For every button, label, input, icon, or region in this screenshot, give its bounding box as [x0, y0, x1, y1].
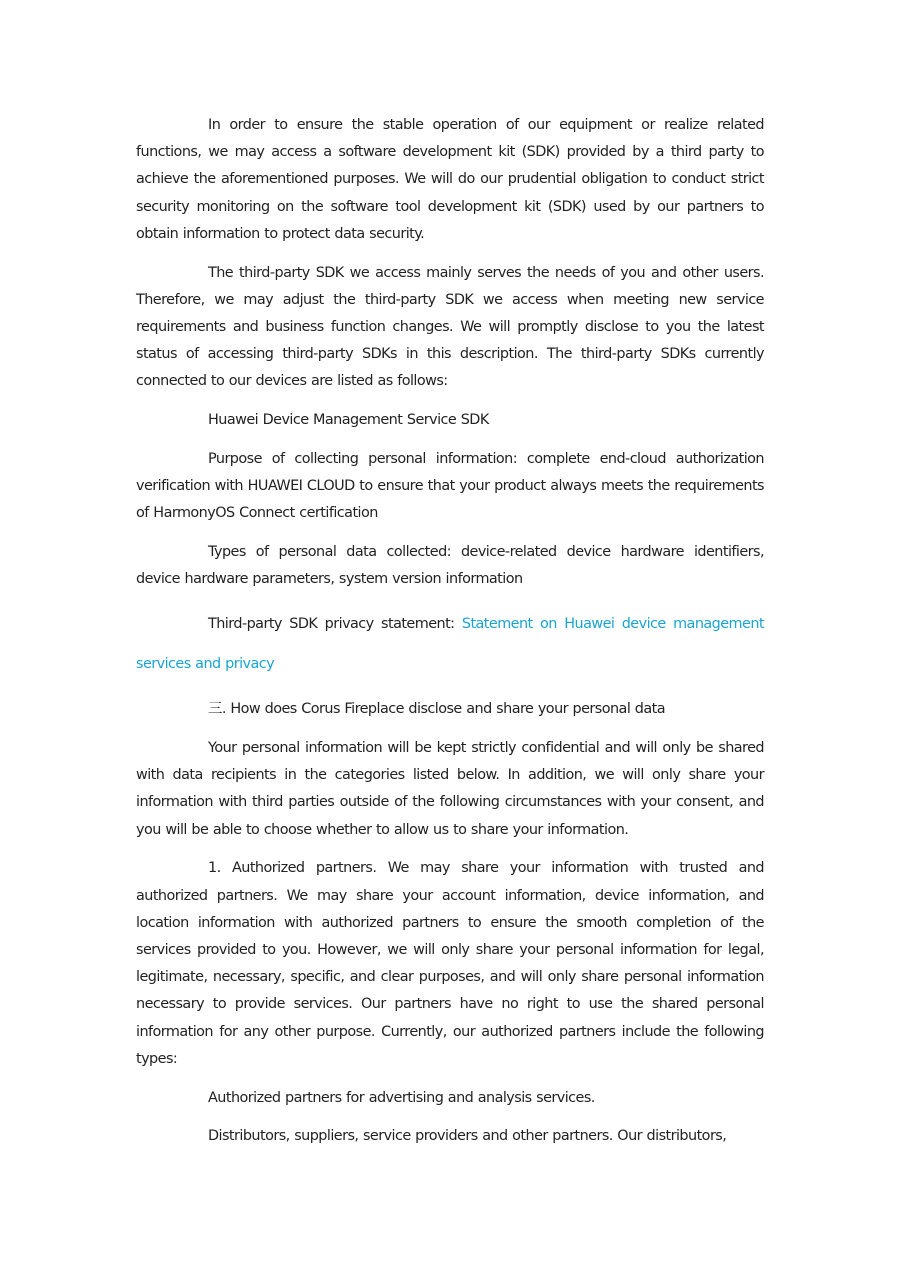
paragraph-data-types: Types of personal data collected: device-related device hardware identifiers, device hardware parameters, system version information [136, 544, 764, 588]
paragraph-purpose: Purpose of collecting personal information: complete end-cloud authorization verification with HUAWEI CLOUD to ensure that your product always meets the requirements of HarmonyOS Connect certification [136, 451, 764, 522]
paragraph-advertising-partners: Authorized partners for advertising and analysis services. [208, 1089, 595, 1106]
section-heading: 三. How does Corus Fireplace disclose and share your personal data [208, 701, 666, 718]
paragraph-privacy-statement [136, 605, 764, 684]
sdk-name: Huawei Device Management Service SDK [208, 412, 489, 429]
paragraph-confidentiality: Your personal information will be kept strictly confidential and will only be shared with data recipients in the categories listed below. In addition, we will only share your information with third parties outside of the following circumstances with your consent, and you will be able to choose whether to allow us to share your information. [136, 740, 764, 838]
paragraph-sdk-needs: The third-party SDK we access mainly serves the needs of you and other users. Therefore, we may adjust the third-party SDK we access when meeting new service requirements and business function changes. We will promptly disclose to you the latest status of accessing third-party SDKs in this description. The third-party SDKs currently connected to our devices are listed as follows: [136, 264, 764, 390]
paragraph-sdk-intro: In order to ensure the stable operation of our equipment or realize related functions, we may access a software development kit (SDK) provided by a third party to achieve the aforementioned purposes. We will do our prudential obligation to conduct strict security monitoring on the software tool development kit (SDK) used by our partners to obtain information to protect data security. [136, 117, 764, 242]
privacy-statement-link[interactable]: Statement on Huawei device management services and privacy [136, 616, 764, 672]
privacy-statement-label: Third-party SDK privacy statement: [208, 616, 462, 633]
paragraph-authorized-partners: 1. Authorized partners. We may share your information with trusted and authorized partners. We may share your account information, device information, and location information with authorized partners to ensure the smooth completion of the services provided to you. However, we will only share your personal information for legal, legitimate, necessary, specific, and clear purposes, and will only share personal information necessary to provide services. Our partners have no right to use the shared personal information for any other purpose. Currently, our authorized partners include the following types: [136, 860, 764, 1067]
document-page [136, 112, 764, 1162]
paragraph-distributors: Distributors, suppliers, service providers and other partners. Our distributors, [208, 1128, 727, 1145]
